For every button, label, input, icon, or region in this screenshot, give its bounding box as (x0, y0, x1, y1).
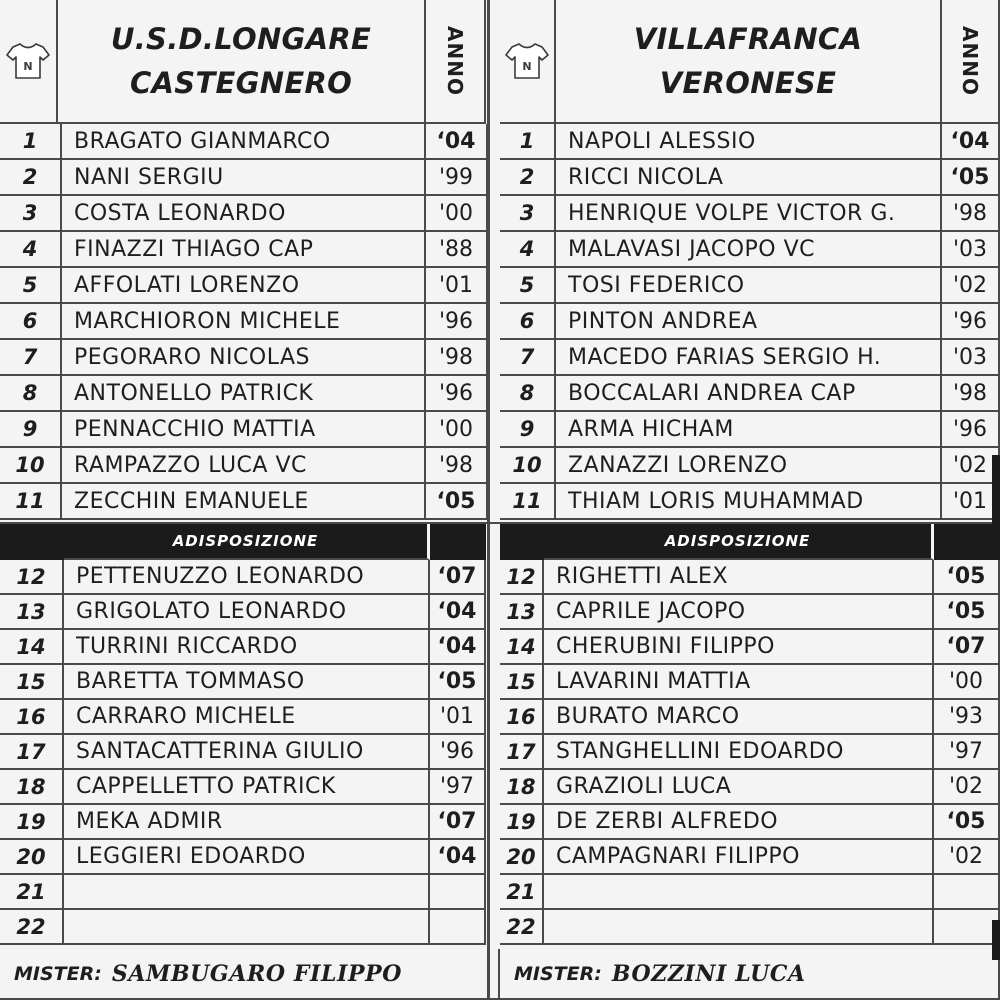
player-name-text: PETTENUZZO LEONARDO (76, 564, 365, 589)
player-number-text: 4 (519, 237, 535, 261)
player-year (430, 560, 486, 595)
player-number (500, 412, 556, 448)
player-number-text: 7 (22, 345, 38, 369)
player-name-text: SANTACATTERINA GIULIO (76, 739, 364, 764)
player-name-text: NANI SERGIU (74, 164, 224, 190)
player-name (544, 840, 934, 875)
player-number-text: 15 (506, 669, 536, 694)
player-year-text: ‘05 (946, 599, 986, 624)
player-year (934, 840, 1000, 875)
player-number-text: 19 (506, 809, 536, 834)
player-number (0, 160, 62, 196)
player-number (0, 304, 62, 340)
player-year-text: ‘04 (437, 599, 477, 624)
player-number (0, 665, 64, 700)
player-name (544, 700, 934, 735)
player-name-text: TOSI FEDERICO (568, 272, 745, 298)
player-year (942, 340, 1000, 376)
player-year-text: '00 (438, 200, 474, 226)
player-year-text: '96 (439, 739, 475, 764)
player-year-text: ‘04 (437, 844, 477, 869)
player-number (0, 840, 64, 875)
player-name-text: CAPRILE JACOPO (556, 599, 746, 624)
player-name (62, 376, 426, 412)
player-year (426, 376, 488, 412)
player-year-text: ‘05 (437, 669, 477, 694)
player-number-text: 17 (506, 739, 536, 764)
player-number-text: 13 (16, 599, 46, 624)
player-name (544, 770, 934, 805)
player-number (500, 875, 544, 910)
player-year (934, 805, 1000, 840)
coach-name: BOZZINI LUCA (611, 960, 806, 987)
player-number-text: 17 (16, 739, 46, 764)
player-name (64, 840, 430, 875)
player-number-text: 5 (519, 273, 535, 297)
player-year-text: '01 (439, 704, 475, 729)
player-name (556, 232, 942, 268)
player-number-text: 1 (22, 129, 38, 153)
player-number (0, 560, 64, 595)
player-name-text: MEKA ADMIR (76, 809, 223, 834)
player-year-text: '97 (948, 739, 984, 764)
player-year-text: '96 (438, 308, 474, 334)
player-number-text: 6 (22, 309, 38, 333)
player-name-text: AFFOLATI LORENZO (74, 272, 300, 298)
player-year (426, 196, 488, 232)
player-year (942, 160, 1000, 196)
right-edge-mark (992, 455, 1000, 535)
player-number-text: 21 (506, 879, 536, 904)
player-number (0, 412, 62, 448)
player-year (942, 196, 1000, 232)
player-number-text: 9 (22, 417, 38, 441)
player-number-text: 14 (16, 634, 46, 659)
player-name (544, 595, 934, 630)
player-number-text: 10 (15, 453, 45, 477)
player-number-text: 20 (506, 844, 536, 869)
player-number (500, 268, 556, 304)
player-year (934, 770, 1000, 805)
player-year-text: ‘05 (950, 164, 990, 190)
player-number-text: 12 (16, 564, 46, 589)
reserves-bar-right (430, 524, 486, 560)
anno-label: ANNO (443, 26, 467, 96)
team-name-line: U.S.D.LONGARE (110, 22, 372, 56)
player-name (62, 232, 426, 268)
player-year (430, 910, 486, 945)
player-year (934, 665, 1000, 700)
player-number-text: 3 (519, 201, 535, 225)
player-name (556, 124, 942, 160)
reserves-header (544, 524, 934, 560)
player-name-text: ZECCHIN EMANUELE (74, 488, 309, 514)
player-year (934, 910, 1000, 945)
team-jersey-cell (500, 0, 556, 124)
svg-text:N: N (23, 60, 33, 73)
player-year-text: '00 (948, 669, 984, 694)
player-year (430, 700, 486, 735)
reserves-bar-left (0, 524, 64, 560)
player-year-text: '99 (438, 164, 474, 190)
player-name (556, 448, 942, 484)
player-number (500, 630, 544, 665)
player-name-text: ZANAZZI LORENZO (568, 452, 788, 478)
player-number-text: 11 (15, 489, 45, 513)
player-year (430, 875, 486, 910)
player-name-text: PENNACCHIO MATTIA (74, 416, 316, 442)
player-name-text: CAMPAGNARI FILIPPO (556, 844, 800, 869)
player-name (62, 484, 426, 520)
player-number (0, 196, 62, 232)
player-number (0, 735, 64, 770)
player-number (0, 910, 64, 945)
jersey-icon (5, 41, 51, 81)
player-year (942, 124, 1000, 160)
player-year-text: '01 (952, 488, 988, 514)
player-number (500, 595, 544, 630)
reserves-bar-right (934, 524, 1000, 560)
player-year (934, 875, 1000, 910)
player-number-text: 22 (16, 914, 46, 939)
coach-name: SAMBUGARO FILIPPO (111, 960, 403, 987)
player-name (62, 448, 426, 484)
player-number (0, 805, 64, 840)
player-name (556, 376, 942, 412)
player-year-text: '02 (948, 774, 984, 799)
player-number-text: 7 (519, 345, 535, 369)
player-number (500, 700, 544, 735)
player-year-text: '01 (438, 272, 474, 298)
player-number (0, 376, 62, 412)
player-year-text: '03 (952, 236, 988, 262)
player-name-text: ANTONELLO PATRICK (74, 380, 314, 406)
player-name-text: ARMA HICHAM (568, 416, 734, 442)
player-number (500, 735, 544, 770)
reserves-label: ADISPOSIZIONE (664, 532, 811, 550)
player-year-text: ‘04 (437, 634, 477, 659)
player-number-text: 22 (506, 914, 536, 939)
player-year-text: '93 (948, 704, 984, 729)
player-year (934, 735, 1000, 770)
player-year-text: ‘04 (436, 128, 476, 154)
player-number (0, 232, 62, 268)
player-name-text: GRAZIOLI LUCA (556, 774, 732, 799)
player-number (0, 875, 64, 910)
team-name (556, 0, 942, 124)
player-number (500, 665, 544, 700)
team-name-line: CASTEGNERO (129, 66, 353, 100)
player-year (430, 805, 486, 840)
player-year-text: '97 (439, 774, 475, 799)
player-name-text: RICCI NICOLA (568, 164, 724, 190)
player-name (64, 735, 430, 770)
player-name-text: LAVARINI MATTIA (556, 669, 751, 694)
player-name (556, 268, 942, 304)
player-year (426, 124, 488, 160)
player-name-text: CARRARO MICHELE (76, 704, 296, 729)
player-number-text: 8 (22, 381, 38, 405)
player-number-text: 16 (16, 704, 46, 729)
player-year (426, 268, 488, 304)
player-name (556, 160, 942, 196)
player-name-text: MALAVASI JACOPO VC (568, 236, 816, 262)
player-name (62, 268, 426, 304)
player-name-text: BURATO MARCO (556, 704, 740, 729)
player-name-text: MACEDO FARIAS SERGIO H. (568, 344, 882, 370)
player-number-text: 9 (519, 417, 535, 441)
player-year-text: '00 (438, 416, 474, 442)
coach-row (500, 949, 1000, 1000)
player-name-text: COSTA LEONARDO (74, 200, 286, 226)
player-name-text: HENRIQUE VOLPE VICTOR G. (568, 200, 896, 226)
player-year (426, 232, 488, 268)
player-number-text: 11 (512, 489, 542, 513)
player-year (426, 160, 488, 196)
player-name-text: RAMPAZZO LUCA VC (74, 452, 307, 478)
player-name (64, 910, 430, 945)
player-year-text: '02 (952, 272, 988, 298)
player-name-text: GRIGOLATO LEONARDO (76, 599, 347, 624)
player-year (934, 560, 1000, 595)
player-name (64, 805, 430, 840)
player-year-text: ‘07 (437, 809, 477, 834)
player-name (556, 196, 942, 232)
player-name (64, 770, 430, 805)
player-year-text: ‘07 (437, 564, 477, 589)
player-name-text: CAPPELLETTO PATRICK (76, 774, 336, 799)
player-year (934, 700, 1000, 735)
player-number-text: 3 (22, 201, 38, 225)
player-name-text: PINTON ANDREA (568, 308, 758, 334)
player-year (426, 448, 488, 484)
player-number-text: 6 (519, 309, 535, 333)
player-year (942, 232, 1000, 268)
player-year-text: '03 (952, 344, 988, 370)
player-name-text: BRAGATO GIANMARCO (74, 128, 331, 154)
player-year-text: '02 (948, 844, 984, 869)
player-year (430, 735, 486, 770)
player-number (0, 340, 62, 376)
player-number-text: 14 (506, 634, 536, 659)
player-number-text: 8 (519, 381, 535, 405)
player-name (62, 412, 426, 448)
player-year-text: '96 (952, 416, 988, 442)
player-number-text: 19 (16, 809, 46, 834)
player-name (556, 340, 942, 376)
player-name-text: RIGHETTI ALEX (556, 564, 729, 589)
player-number (500, 770, 544, 805)
player-name (62, 160, 426, 196)
player-name-text: BOCCALARI ANDREA CAP (568, 380, 856, 406)
player-name (556, 304, 942, 340)
player-year (426, 484, 488, 520)
player-number-text: 15 (16, 669, 46, 694)
player-name (544, 805, 934, 840)
team-panel-away (500, 0, 1000, 1000)
player-name (544, 910, 934, 945)
player-number (500, 805, 544, 840)
player-number (500, 340, 556, 376)
player-number (0, 595, 64, 630)
player-number-text: 12 (506, 564, 536, 589)
player-year-text: '96 (438, 380, 474, 406)
player-name (62, 304, 426, 340)
coach-label: MISTER: (514, 962, 602, 985)
player-number (0, 630, 64, 665)
player-year-text: '98 (952, 200, 988, 226)
player-year (426, 340, 488, 376)
player-name (62, 196, 426, 232)
team-jersey-cell (0, 0, 58, 124)
player-year-text: '02 (952, 452, 988, 478)
right-edge-mark (992, 920, 1000, 960)
anno-label: ANNO (958, 26, 982, 96)
player-number (500, 910, 544, 945)
player-number (0, 268, 62, 304)
player-number-text: 2 (22, 165, 38, 189)
player-number-text: 1 (519, 129, 535, 153)
player-number-text: 21 (16, 879, 46, 904)
team-name-line: VILLAFRANCA (633, 22, 863, 56)
player-name-text: CHERUBINI FILIPPO (556, 634, 775, 659)
player-year (430, 595, 486, 630)
player-number-text: 18 (16, 774, 46, 799)
player-name (64, 875, 430, 910)
player-number (500, 160, 556, 196)
player-year-text: '96 (952, 308, 988, 334)
player-number (500, 232, 556, 268)
center-divider (487, 0, 490, 1000)
player-year-text: ‘05 (436, 488, 476, 514)
player-year (934, 630, 1000, 665)
player-number (500, 304, 556, 340)
player-name-text: TURRINI RICCARDO (76, 634, 298, 659)
player-name (62, 124, 426, 160)
player-name-text: LEGGIERI EDOARDO (76, 844, 306, 869)
player-year (430, 840, 486, 875)
player-number (0, 770, 64, 805)
player-name (544, 560, 934, 595)
player-year-text: ‘05 (946, 809, 986, 834)
player-year (942, 268, 1000, 304)
reserves-bar-left (500, 524, 544, 560)
player-year-text: '98 (438, 452, 474, 478)
player-name (64, 700, 430, 735)
player-name (544, 665, 934, 700)
player-year-text: '98 (438, 344, 474, 370)
player-number-text: 13 (506, 599, 536, 624)
player-number (500, 448, 556, 484)
player-year (942, 412, 1000, 448)
player-number (0, 484, 62, 520)
player-name-text: MARCHIORON MICHELE (74, 308, 341, 334)
player-name-text: STANGHELLINI EDOARDO (556, 739, 844, 764)
player-year-text: '88 (438, 236, 474, 262)
team-name-line: VERONESE (659, 66, 837, 100)
player-year-text: '98 (952, 380, 988, 406)
player-name-text: FINAZZI THIAGO CAP (74, 236, 314, 262)
player-number (0, 124, 62, 160)
player-number-text: 2 (519, 165, 535, 189)
svg-text:N: N (522, 60, 532, 73)
player-name (64, 595, 430, 630)
player-number-text: 4 (22, 237, 38, 261)
player-year (430, 665, 486, 700)
anno-header (942, 0, 1000, 124)
player-year-text: ‘05 (946, 564, 986, 589)
jersey-icon (504, 41, 550, 81)
player-year (942, 304, 1000, 340)
player-name (544, 875, 934, 910)
player-number-text: 5 (22, 273, 38, 297)
player-name (62, 340, 426, 376)
player-name (544, 630, 934, 665)
player-year (942, 376, 1000, 412)
player-year-text: ‘04 (950, 128, 990, 154)
anno-header (426, 0, 486, 124)
coach-row (0, 949, 500, 1000)
player-year (426, 304, 488, 340)
player-year-text: ‘07 (946, 634, 986, 659)
player-name-text: BARETTA TOMMASO (76, 669, 305, 694)
player-name (64, 560, 430, 595)
player-number (500, 124, 556, 160)
player-name (556, 412, 942, 448)
player-number (0, 448, 62, 484)
reserves-header (64, 524, 430, 560)
player-name-text: NAPOLI ALESSIO (568, 128, 756, 154)
coach-label: MISTER: (14, 962, 102, 985)
reserves-label: ADISPOSIZIONE (172, 532, 319, 550)
player-name (556, 484, 942, 520)
player-number-text: 18 (506, 774, 536, 799)
player-number-text: 10 (512, 453, 542, 477)
player-number (500, 484, 556, 520)
player-name (544, 735, 934, 770)
player-number (0, 700, 64, 735)
player-number-text: 16 (506, 704, 536, 729)
player-year (430, 770, 486, 805)
player-number (500, 196, 556, 232)
player-number-text: 20 (16, 844, 46, 869)
player-name-text: DE ZERBI ALFREDO (556, 809, 779, 834)
player-number (500, 560, 544, 595)
team-name (58, 0, 426, 124)
player-name (64, 630, 430, 665)
player-name-text: THIAM LORIS MUHAMMAD (568, 488, 864, 514)
player-number (500, 840, 544, 875)
player-year (426, 412, 488, 448)
player-name-text: PEGORARO NICOLAS (74, 344, 310, 370)
player-number (500, 376, 556, 412)
player-year (934, 595, 1000, 630)
player-name (64, 665, 430, 700)
player-year (430, 630, 486, 665)
